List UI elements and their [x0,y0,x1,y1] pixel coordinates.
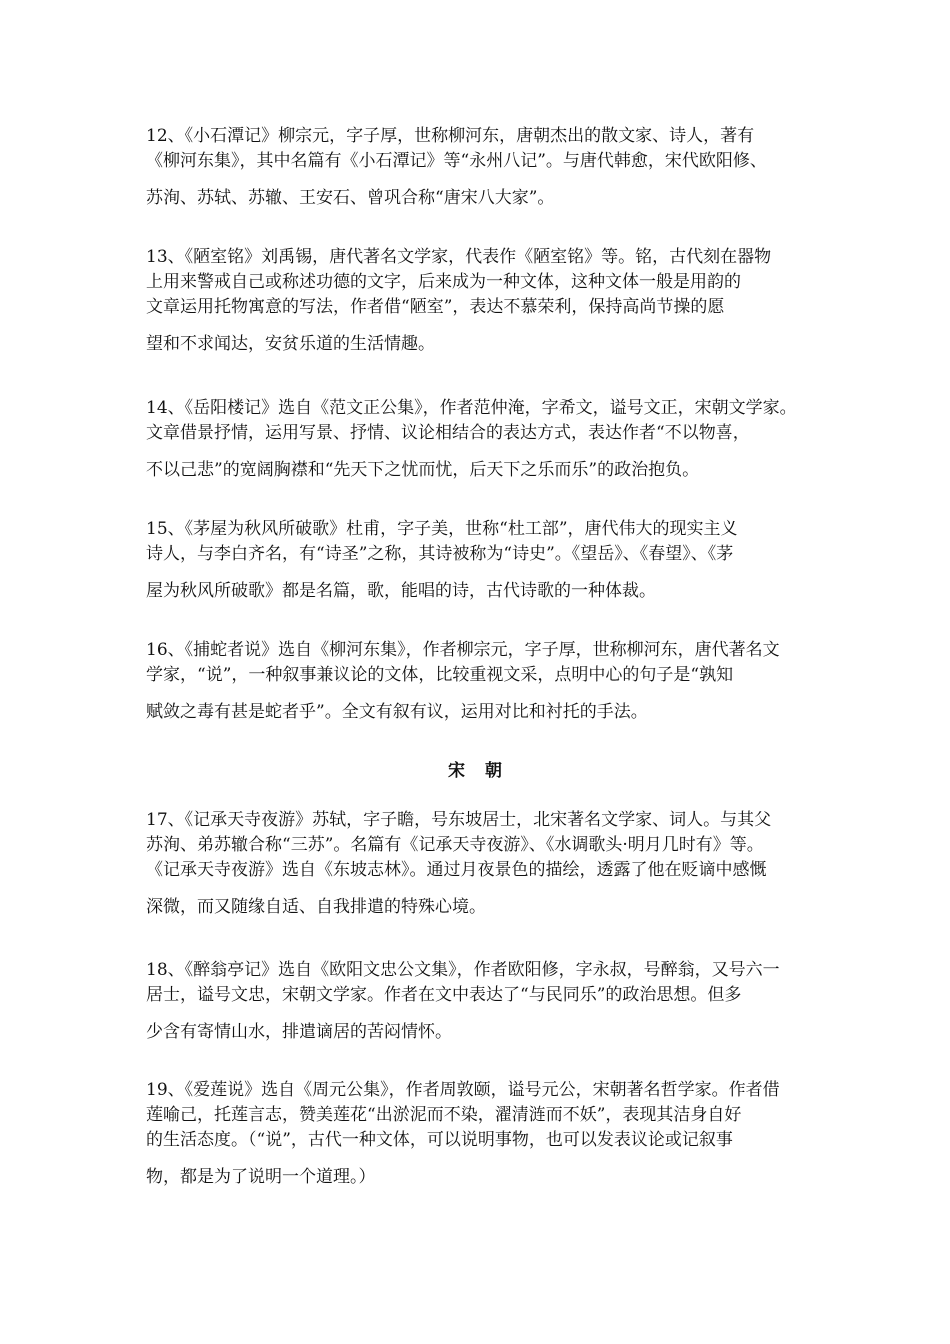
entry-line: 莲喻己，托莲言志，赞美莲花“出淤泥而不染，濯清涟而不妖”，表现其洁身自好 [146,1105,742,1125]
entry-19 [146,1078,818,1190]
entry-line: 不以己悲”的宽阔胸襟和“先天下之忧而忧，后天下之乐而乐”的政治抱负。 [146,460,700,480]
entry-line: 12、《小石潭记》柳宗元，字子厚，世称柳河东，唐朝杰出的散文家、诗人，著有 [146,126,755,146]
entry-line: 13、《陋室铭》刘禹锡，唐代著名文学家，代表作《陋室铭》等。铭，古代刻在器物 [146,247,772,267]
entry-line: 文章借景抒情，运用写景、抒情、议论相结合的表达方式，表达作者“不以物喜， [146,423,750,443]
entry-18 [146,958,818,1045]
entry-line: 深微，而又随缘自适、自我排遣的特殊心境。 [146,897,486,917]
entry-15 [146,517,818,604]
entry-line: 《柳河东集》，其中名篇有《小石潭记》等“永州八记”。与唐代韩愈，宋代欧阳修、 [146,151,767,171]
entry-line: 少含有寄情山水，排遣谪居的苦闷情怀。 [146,1022,452,1042]
entry-line: 学家，“说”，一种叙事兼议论的文体，比较重视文采，点明中心的句子是“孰知 [146,665,734,685]
entry-line: 屋为秋风所破歌》都是名篇，歌，能唱的诗，古代诗歌的一种体裁。 [146,581,656,601]
heading-char: 朝 [485,761,502,781]
entry-16 [146,638,818,725]
entry-line: 18、《醉翁亭记》选自《欧阳文忠公文集》，作者欧阳修，字永叔，号醉翁，又号六一 [146,960,780,980]
entry-line: 苏洵、苏轼、苏辙、王安石、曾巩合称“唐宋八大家”。 [146,188,555,208]
entry-line: 14、《岳阳楼记》选自《范文正公集》，作者范仲淹，字希文，谥号文正，宋朝文学家。 [146,398,797,418]
entry-12 [146,124,818,211]
entry-line: 16、《捕蛇者说》选自《柳河东集》，作者柳宗元，字子厚，世称柳河东，唐代著名文 [146,640,780,660]
entry-line: 文章运用托物寓意的写法，作者借“陋室”，表达不慕荣利，保持高尚节操的愿 [146,297,725,317]
entry-line: 《记承天寺夜游》选自《东坡志林》。通过月夜景色的描绘，透露了他在贬谪中感慨 [146,860,767,880]
entry-13 [146,245,818,357]
entry-line: 诗人，与李白齐名，有“诗圣”之称，其诗被称为“诗史”。《望岳》、《春望》、《茅 [146,544,734,564]
entry-line: 19、《爱莲说》选自《周元公集》，作者周敦颐，谥号元公，宋朝著名哲学家。作者借 [146,1080,780,1100]
entry-line: 苏洵、弟苏辙合称“三苏”。名篇有《记承天寺夜游》、《水调歌头·明月几时有》等。 [146,835,764,855]
entry-line: 上用来警戒自己或称述功德的文字，后来成为一种文体，这种文体一般是用韵的 [146,272,741,292]
entry-line: 赋敛之毒有甚是蛇者乎”。全文有叙有议，运用对比和衬托的手法。 [146,702,648,722]
section-heading-song-dynasty [0,759,950,784]
entry-line: 物，都是为了说明一个道理。） [146,1167,376,1187]
entry-line: 15、《茅屋为秋风所破歌》杜甫，字子美，世称“杜工部”，唐代伟大的现实主义 [146,519,738,539]
entry-14 [146,396,818,483]
heading-char: 宋 [448,761,465,781]
entry-line: 17、《记承天寺夜游》苏轼，字子瞻，号东坡居士，北宋著名文学家、词人。与其父 [146,810,772,830]
entry-line: 望和不求闻达，安贫乐道的生活情趣。 [146,334,435,354]
entry-line: 居士，谥号文忠，宋朝文学家。作者在文中表达了“与民同乐”的政治思想。但多 [146,985,742,1005]
entry-17 [146,808,818,920]
entry-line: 的生活态度。（“说”，古代一种文体，可以说明事物，也可以发表议论或记叙事 [146,1130,733,1150]
